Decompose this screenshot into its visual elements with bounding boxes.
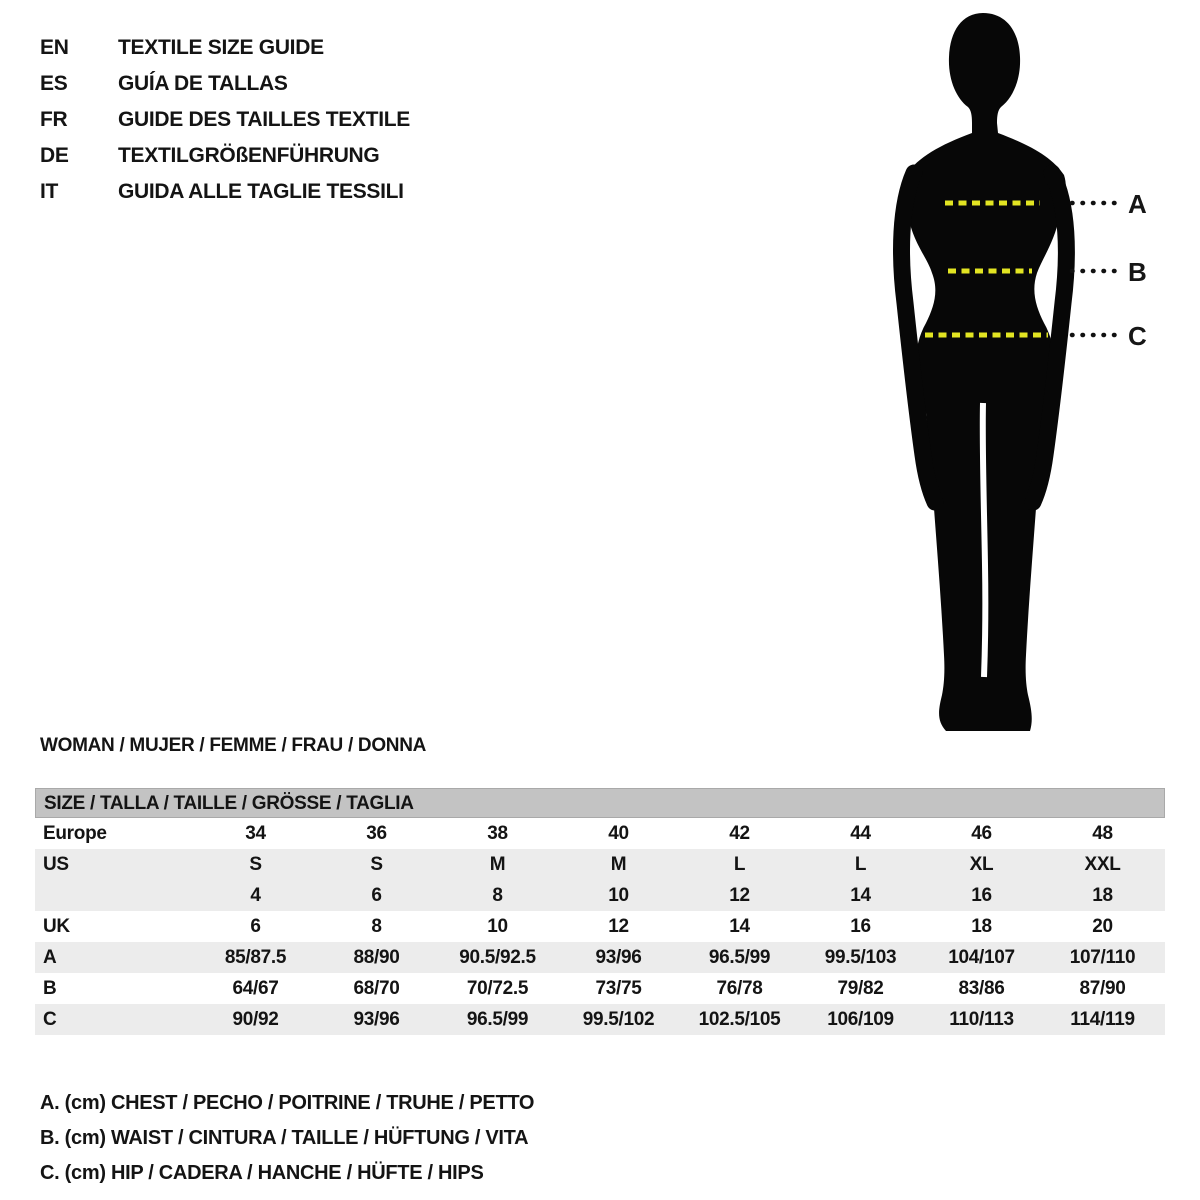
size-cell: 88/90 xyxy=(353,946,400,968)
size-cell: 70/72.5 xyxy=(466,977,529,999)
table-row xyxy=(35,849,1165,880)
size-cell: 6 xyxy=(250,915,261,937)
size-cell: 76/78 xyxy=(716,977,763,999)
size-cell: 99.5/102 xyxy=(582,1008,655,1030)
language-code: ES xyxy=(40,72,68,95)
size-cell: S xyxy=(249,853,262,875)
size-cell: L xyxy=(733,853,746,875)
size-cell: 90.5/92.5 xyxy=(459,946,536,968)
size-cell: M xyxy=(610,853,627,875)
size-cell: 93/96 xyxy=(353,1008,400,1030)
table-row xyxy=(35,942,1165,973)
row-label: UK xyxy=(43,915,70,937)
size-cell: 12 xyxy=(608,915,629,937)
legend-line: C. (cm) HIP / CADERA / HANCHE / HÜFTE / HIPS xyxy=(40,1162,484,1184)
legend-line: A. (cm) CHEST / PECHO / POITRINE / TRUHE / PETTO xyxy=(40,1092,535,1114)
table-row xyxy=(35,818,1165,849)
row-label: US xyxy=(43,853,69,875)
size-cell: 68/70 xyxy=(353,977,400,999)
size-cell: 96.5/99 xyxy=(708,946,771,968)
size-cell: 96.5/99 xyxy=(466,1008,529,1030)
size-cell: 8 xyxy=(492,884,503,906)
size-cell: 102.5/105 xyxy=(698,1008,781,1030)
size-cell: 99.5/103 xyxy=(824,946,897,968)
size-cell: 36 xyxy=(366,822,387,844)
size-cell: 64/67 xyxy=(232,977,279,999)
size-table-header: SIZE / TALLA / TAILLE / GRÖSSE / TAGLIA xyxy=(35,788,1165,818)
size-cell: 87/90 xyxy=(1079,977,1126,999)
size-cell: 16 xyxy=(971,884,992,906)
size-cell: 44 xyxy=(850,822,871,844)
table-row xyxy=(35,880,1165,911)
size-cell: XL xyxy=(969,853,994,875)
marker-label-a: A xyxy=(1128,189,1147,219)
language-code: IT xyxy=(40,180,59,203)
size-cell: 38 xyxy=(487,822,508,844)
legend-line: B. (cm) WAIST / CINTURA / TAILLE / HÜFTUNG / VITA xyxy=(40,1127,529,1149)
marker-label-b: B xyxy=(1128,257,1147,287)
size-cell: 12 xyxy=(729,884,750,906)
size-cell: 110/113 xyxy=(949,1008,1014,1030)
size-cell: 79/82 xyxy=(837,977,884,999)
size-cell: 18 xyxy=(971,915,992,937)
size-cell: 106/109 xyxy=(827,1008,894,1030)
row-label: A xyxy=(43,946,57,968)
language-list xyxy=(40,30,410,210)
size-cell: 16 xyxy=(850,915,871,937)
size-cell: 104/107 xyxy=(948,946,1015,968)
size-cell: 4 xyxy=(250,884,261,906)
woman-silhouette-figure xyxy=(880,5,1200,735)
size-cell: 20 xyxy=(1092,915,1113,937)
marker-label-c: C xyxy=(1128,321,1147,351)
language-code: DE xyxy=(40,144,69,167)
size-cell: 73/75 xyxy=(595,977,642,999)
size-cell: 10 xyxy=(608,884,629,906)
language-row xyxy=(40,102,410,138)
leg-gap-highlight xyxy=(983,403,986,677)
row-label: C xyxy=(43,1008,57,1030)
language-title: TEXTILGRÖßENFÜHRUNG xyxy=(118,144,380,167)
size-cell: 83/86 xyxy=(958,977,1005,999)
language-row xyxy=(40,174,410,210)
language-title: GUIDA ALLE TAGLIE TESSILI xyxy=(118,180,404,203)
language-code: EN xyxy=(40,36,69,59)
size-cell: 114/119 xyxy=(1070,1008,1135,1030)
size-cell: S xyxy=(370,853,383,875)
size-cell: 85/87.5 xyxy=(224,946,287,968)
size-cell: 90/92 xyxy=(232,1008,279,1030)
size-cell: 107/110 xyxy=(1069,946,1136,968)
language-code: FR xyxy=(40,108,68,131)
language-title: GUÍA DE TALLAS xyxy=(118,72,288,95)
size-cell: M xyxy=(489,853,506,875)
size-cell: 14 xyxy=(729,915,750,937)
size-cell: 42 xyxy=(729,822,750,844)
size-cell: 6 xyxy=(371,884,382,906)
section-title: WOMAN / MUJER / FEMME / FRAU / DONNA xyxy=(40,735,427,756)
language-row xyxy=(40,30,410,66)
language-title: GUIDE DES TAILLES TEXTILE xyxy=(118,108,410,131)
table-row xyxy=(35,1004,1165,1035)
size-cell: L xyxy=(854,853,867,875)
table-row xyxy=(35,911,1165,942)
language-row xyxy=(40,66,410,102)
language-row xyxy=(40,138,410,174)
table-row xyxy=(35,973,1165,1004)
measurement-legend xyxy=(40,1086,534,1191)
language-title: TEXTILE SIZE GUIDE xyxy=(118,36,324,59)
size-cell: 14 xyxy=(850,884,871,906)
size-table-body xyxy=(35,818,1165,1035)
row-label: Europe xyxy=(43,822,107,844)
size-table xyxy=(35,788,1165,1035)
size-cell: 8 xyxy=(371,915,382,937)
size-cell: 18 xyxy=(1092,884,1113,906)
row-label: B xyxy=(43,977,57,999)
size-cell: 34 xyxy=(245,822,266,844)
size-cell: XXL xyxy=(1084,853,1121,875)
size-cell: 93/96 xyxy=(595,946,642,968)
size-cell: 10 xyxy=(487,915,508,937)
size-cell: 48 xyxy=(1092,822,1113,844)
size-cell: 40 xyxy=(608,822,629,844)
size-cell: 46 xyxy=(971,822,992,844)
